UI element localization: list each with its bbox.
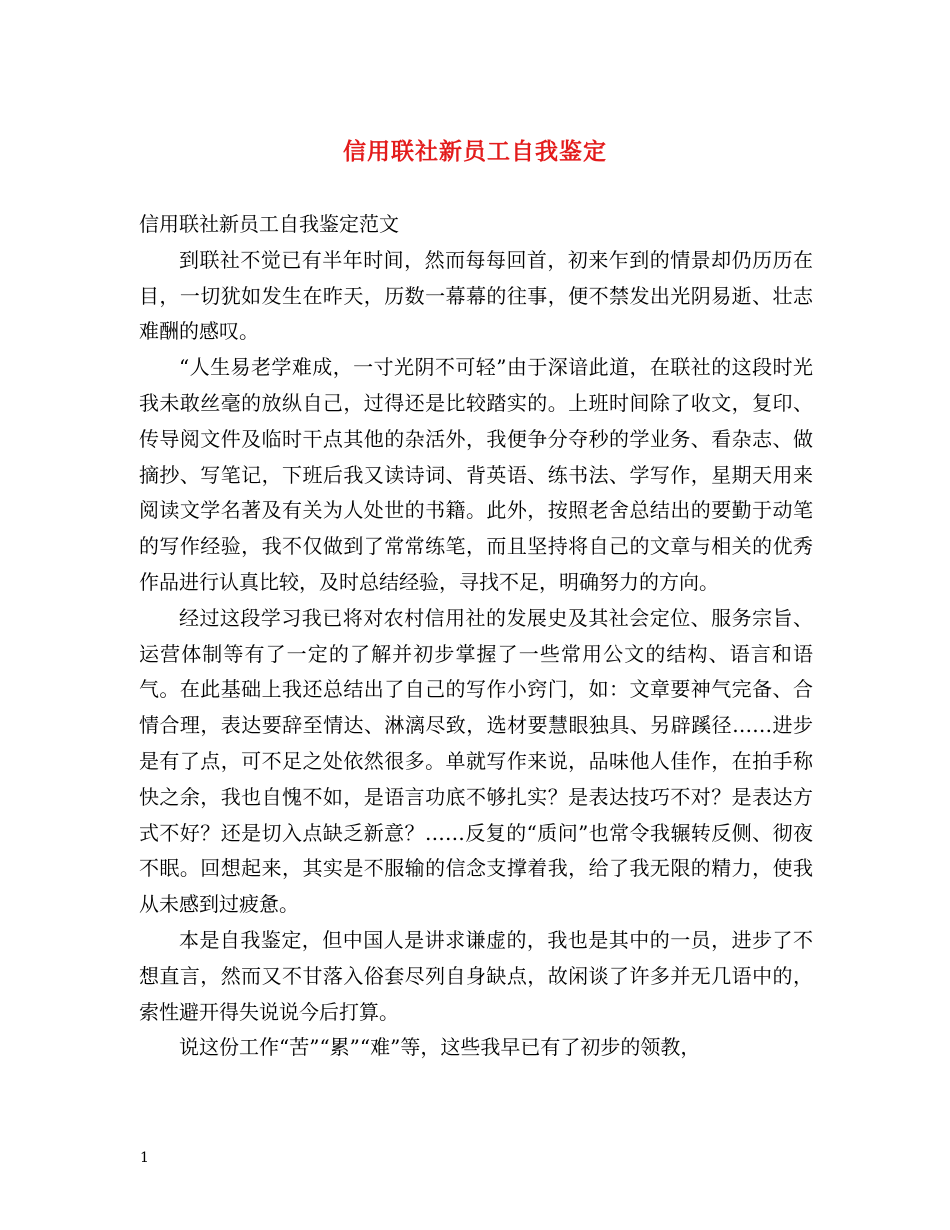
paragraph: 本是自我鉴定，但中国人是讲求谦虚的，我也是其中的一员，进步了不想直言，然而又不甘落入俗套尽列自身缺点，故闲谈了许多并无几语中的，索性避开得失说说今后打算。 — [139, 927, 813, 1024]
paragraph: 经过这段学习我已将对农村信用社的发展史及其社会定位、服务宗旨、运营体制等有了一定的了解并初步掌握了一些常用公文的结构、语言和语气。在此基础上我还总结出了自己的写作小窍门，如：文章要神气完备、合情合理，表达要辞至情达、淋漓尽致，选材要慧眼独具、另辟蹊径……进步是有了点，可不足之处依然很多。单就写作来说，品味他人佳作，在拍手称快之余，我也自愧不如，是语言功底不够扎实？是表达技巧不对？是表达方式不好？还是切入点缺乏新意？……反复的“质问”也常令我辗转反侧、彻夜不眠。回想起来，其实是不服输的信念支撑着我，给了我无限的精力，使我从未感到过疲惫。 — [139, 605, 813, 917]
document-title: 信用联社新员工自我鉴定 — [343, 138, 607, 165]
paragraph: 说这份工作“苦”“累”“难”等，这些我早已有了初步的领教， — [179, 1035, 701, 1060]
page-number: 1 — [140, 1150, 149, 1166]
paragraph: 到联社不觉已有半年时间，然而每每回首，初来乍到的情景却仍历历在目，一切犹如发生在昨天，历数一幕幕的往事，便不禁发出光阴易逝、壮志难酬的感叹。 — [139, 247, 813, 344]
document-body — [139, 207, 813, 1066]
document-subtitle: 信用联社新员工自我鉴定范文 — [139, 212, 399, 236]
paragraph: “人生易老学难成，一寸光阴不可轻”由于深谙此道，在联社的这段时光我未敢丝毫的放纵自己，过得还是比较踏实的。上班时间除了收文，复印、传导阅文件及临时干点其他的杂活外，我便争分夺秒的学业务、看杂志、做摘抄、写笔记，下班后我又读诗词、背英语、练书法、学写作，星期天用来阅读文学名著及有关为人处世的书籍。此外，按照老舍总结出的要勤于动笔的写作经验，我不仅做到了常常练笔，而且坚持将自己的文章与相关的优秀作品进行认真比较，及时总结经验，寻找不足，明确努力的方向。 — [139, 355, 813, 594]
